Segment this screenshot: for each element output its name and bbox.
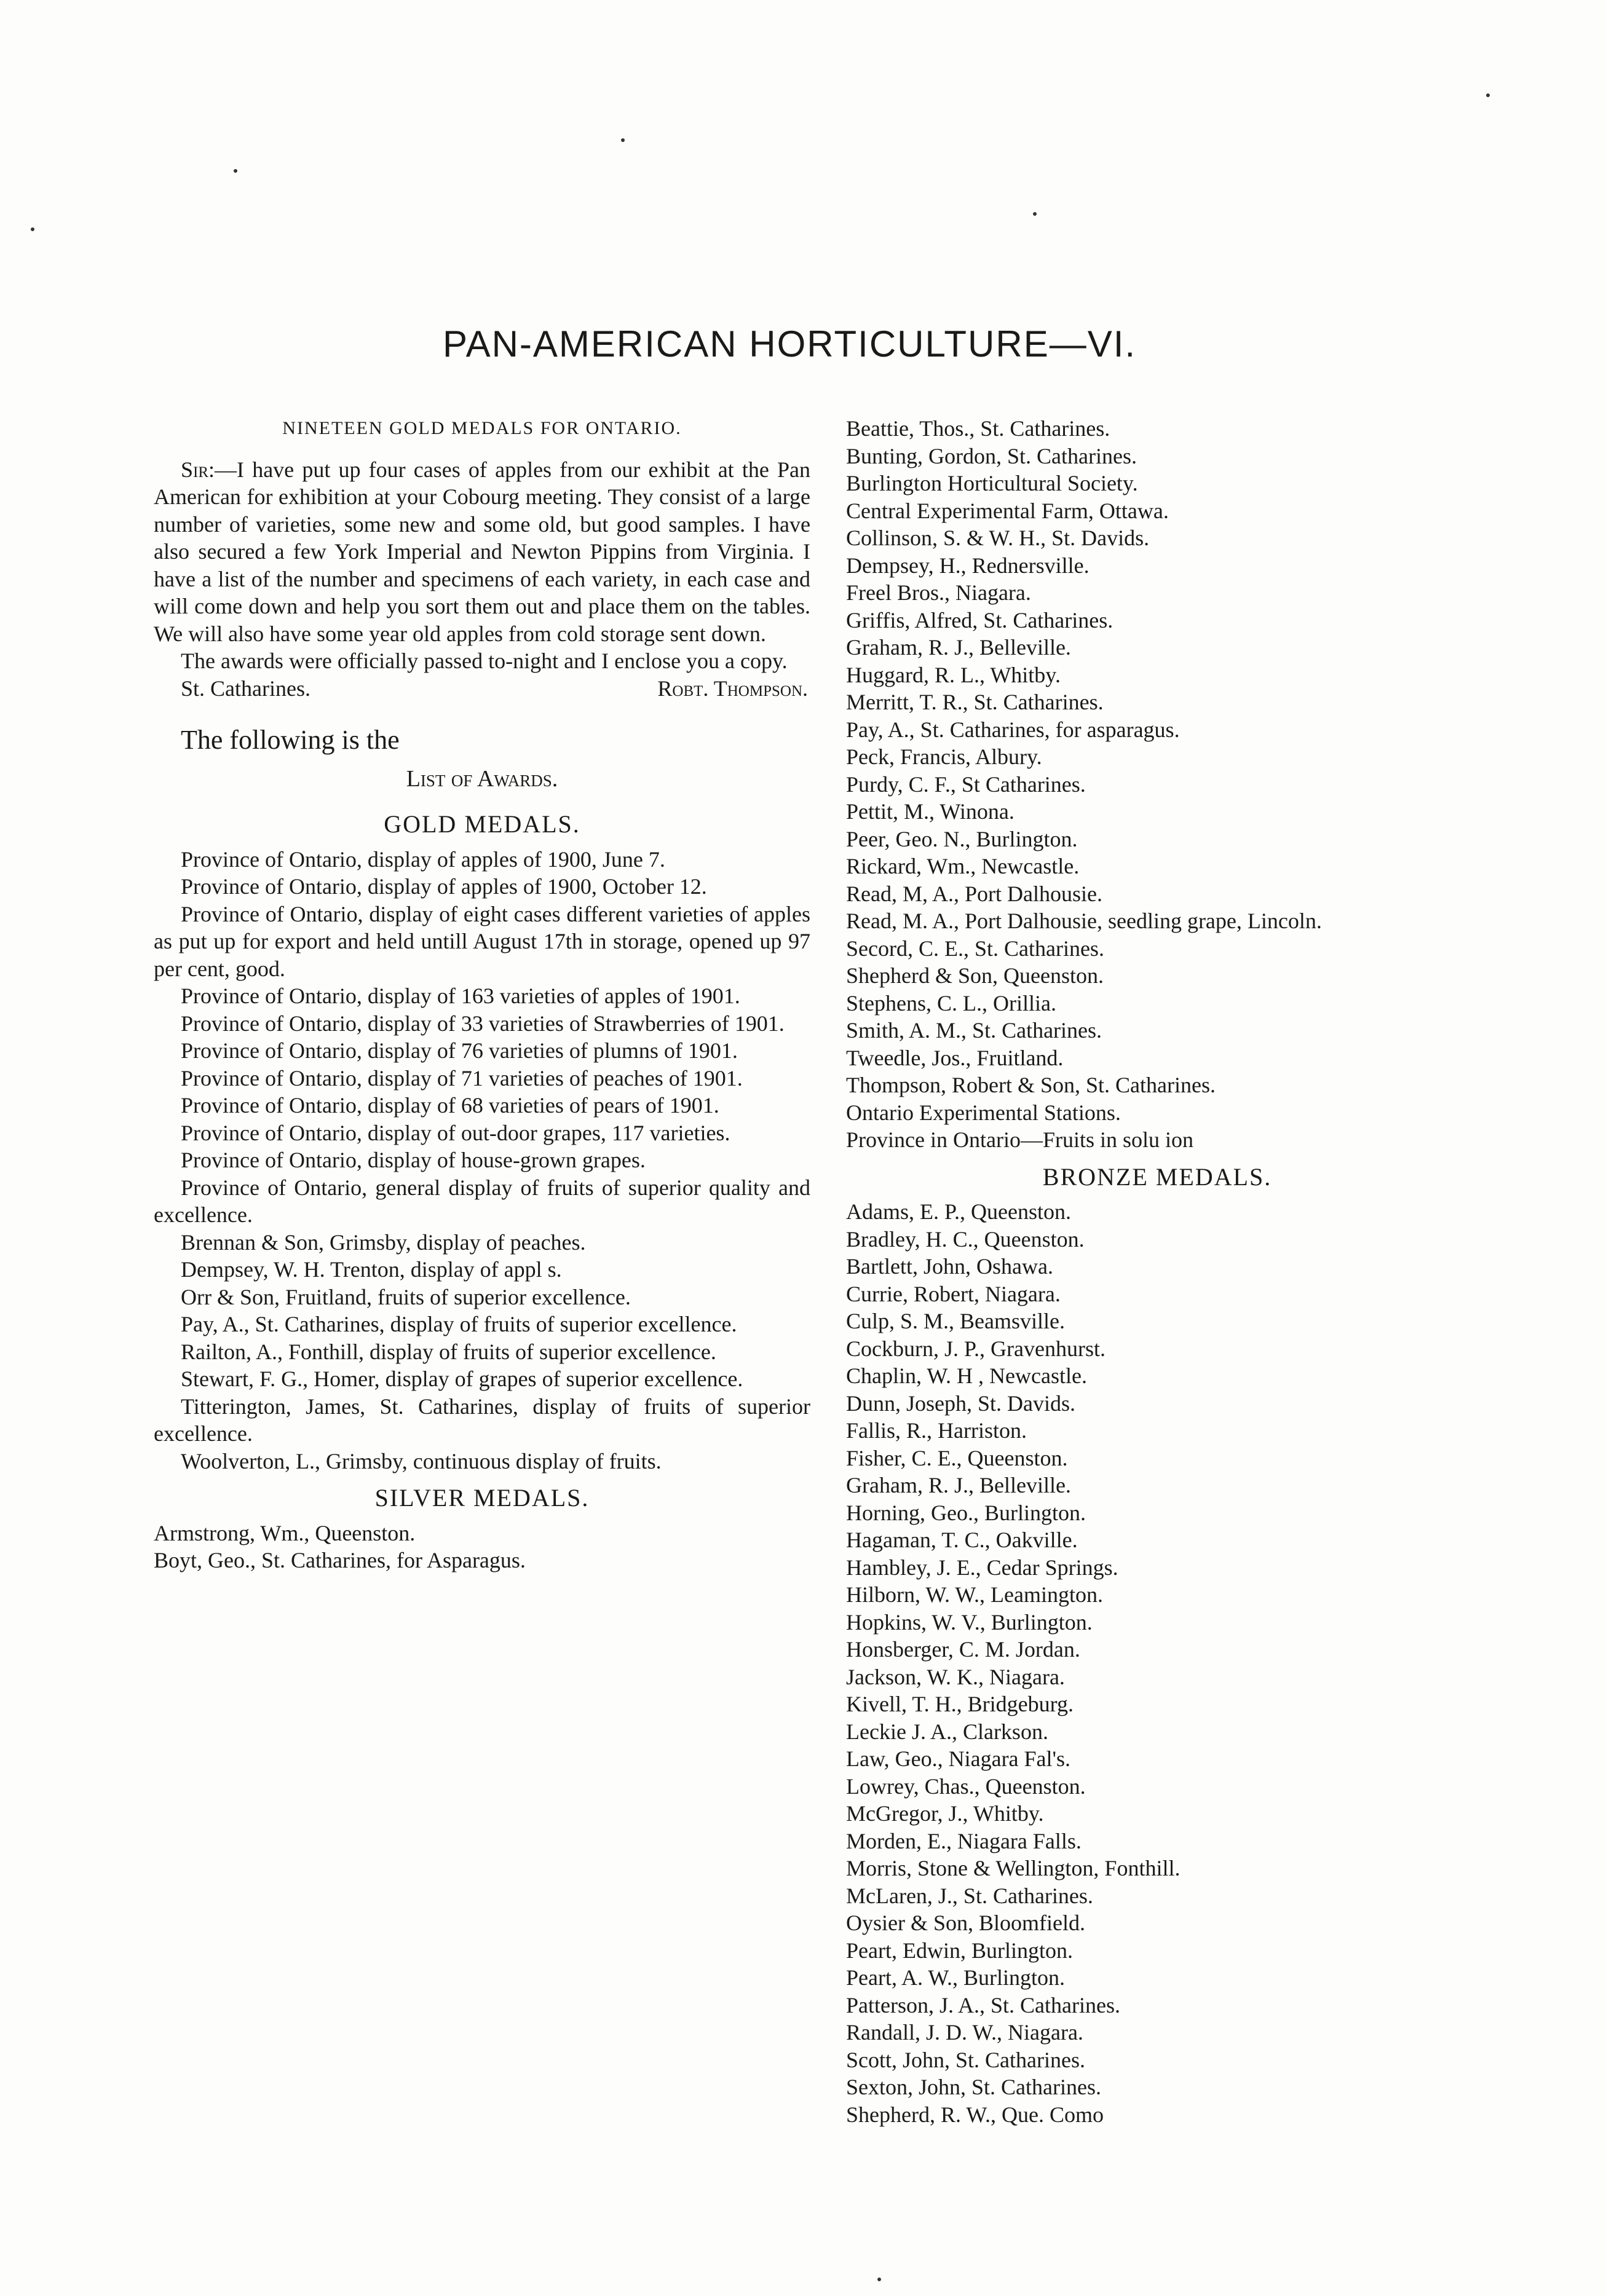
award-entry: Currie, Robert, Niagara. (846, 1281, 1061, 1306)
award-entry: Freel Bros., Niagara. (846, 580, 1031, 605)
award-entry: Morden, E., Niagara Falls. (846, 1828, 1082, 1853)
award-entry: Province of Ontario, display of out-door grapes, 117 varieties. (181, 1120, 730, 1145)
scan-speck (234, 169, 237, 173)
scan-speck (877, 2278, 881, 2281)
letter-body (154, 456, 810, 648)
award-entry: Hopkins, W. V., Burlington. (846, 1609, 1093, 1635)
award-entry: Honsberger, C. M. Jordan. (846, 1637, 1080, 1662)
award-entry: Armstrong, Wm., Queenston. (154, 1520, 416, 1545)
award-entry: Cockburn, J. P., Gravenhurst. (846, 1336, 1106, 1361)
award-entry: Central Experimental Farm, Ottawa. (846, 498, 1169, 523)
award-entry: Lowrey, Chas., Queenston. (846, 1773, 1086, 1799)
award-entry: Graham, R. J., Belleville. (846, 635, 1071, 660)
bronze-heading: BRONZE MEDALS. (1042, 1162, 1272, 1191)
scan-speck (1486, 93, 1490, 97)
award-entry: Province of Ontario, display of eight cases different varieties of apples as put up for export and held untill August 17th in storage, opened up 97 per cent, good. (154, 901, 810, 981)
letter-heading: NINETEEN GOLD MEDALS FOR ONTARIO. (282, 418, 682, 438)
award-entry: Dunn, Joseph, St. Davids. (846, 1391, 1076, 1416)
award-entry: Province of Ontario, display of 76 varieties of plumns of 1901. (181, 1038, 738, 1063)
award-entry: McGregor, J., Whitby. (846, 1801, 1044, 1826)
award-entry: Railton, A., Fonthill, display of fruits of superior excellence. (181, 1339, 716, 1364)
letter-salutation: Sir (181, 457, 209, 482)
gold-list (154, 846, 810, 1475)
award-entry: Adams, E. P., Queenston. (846, 1199, 1071, 1224)
letter-signoff (154, 675, 810, 703)
award-entry: Collinson, S. & W. H., St. Davids. (846, 526, 1150, 550)
award-entry: Beattie, Thos., St. Catharines. (846, 416, 1110, 441)
award-entry: Province of Ontario, general display of fruits of superior quality and excellence. (154, 1175, 810, 1227)
scan-speck (621, 138, 625, 142)
award-entry: Dempsey, H., Rednersville. (846, 553, 1090, 578)
award-entry: Province in Ontario—Fruits in solu ion (846, 1127, 1193, 1152)
letter-place: St. Catharines. (181, 676, 311, 701)
award-entry: Bradley, H. C., Queenston. (846, 1226, 1085, 1252)
award-entry: Tweedle, Jos., Fruitland. (846, 1045, 1064, 1070)
award-entry: Rickard, Wm., Newcastle. (846, 854, 1080, 878)
intro-text: The following is the (181, 725, 400, 755)
award-entry: Titterington, James, St. Catharines, display of fruits of superior excellence. (154, 1394, 810, 1446)
award-entry: Culp, S. M., Beamsville. (846, 1309, 1066, 1333)
award-entry: Bunting, Gordon, St. Catharines. (846, 443, 1137, 468)
award-entry: Ontario Experimental Stations. (846, 1100, 1121, 1125)
bronze-list (846, 1198, 1468, 2128)
award-entry: Peck, Francis, Albury. (846, 744, 1042, 769)
award-entry: Hilborn, W. W., Leamington. (846, 1582, 1103, 1607)
award-entry: Stephens, C. L., Orillia. (846, 990, 1056, 1016)
award-entry: Peart, A. W., Burlington. (846, 1965, 1066, 1990)
gold-heading: GOLD MEDALS. (384, 810, 580, 838)
award-entry: Read, M, A., Port Dalhousie. (846, 881, 1102, 906)
letter-body-2: The awards were officially passed to-night and I enclose you a copy. (181, 649, 788, 673)
award-entry: Fisher, C. E., Queenston. (846, 1445, 1068, 1470)
award-entry: Pettit, M., Winona. (846, 799, 1015, 824)
award-entry: Secord, C. E., St. Catharines. (846, 936, 1104, 961)
award-entry: Randall, J. D. W., Niagara. (846, 2020, 1083, 2045)
award-entry: Boyt, Geo., St. Catharines, for Asparagus. (154, 1548, 526, 1572)
award-entry: Oysier & Son, Bloomfield. (846, 1911, 1085, 1935)
award-entry: Province of Ontario, display of house-grown grapes. (181, 1148, 646, 1172)
award-entry: Thompson, Robert & Son, St. Catharines. (846, 1073, 1216, 1097)
award-entry: Griffis, Alfred, St. Catharines. (846, 607, 1114, 633)
award-entry: Chaplin, W. H , Newcastle. (846, 1363, 1087, 1388)
award-entry: Province of Ontario, display of 68 varieties of pears of 1901. (181, 1093, 719, 1118)
award-entry: Sexton, John, St. Catharines. (846, 2075, 1101, 2099)
award-entry: Scott, John, St. Catharines. (846, 2047, 1085, 2072)
award-entry: Leckie J. A., Clarkson. (846, 1719, 1048, 1744)
scan-speck (31, 227, 34, 231)
silver-list-continued (846, 415, 1468, 1154)
page-title: PAN-AMERICAN HORTICULTURE—VI. (443, 323, 1137, 365)
award-entry: Read, M. A., Port Dalhousie, seedling grape, Lincoln. (846, 909, 1322, 933)
list-title: List of Awards. (406, 765, 558, 792)
award-entry: Province of Ontario, display of apples of 1900, October 12. (181, 874, 707, 899)
letter-signature: Robt. Thompson. (657, 676, 808, 701)
award-entry: Law, Geo., Niagara Fal's. (846, 1746, 1071, 1771)
silver-heading: SILVER MEDALS. (374, 1484, 590, 1512)
award-entry: Shepherd & Son, Queenston. (846, 963, 1104, 988)
award-entry: Province of Ontario, display of 71 varieties of peaches of 1901. (181, 1065, 743, 1091)
award-entry: Graham, R. J., Belleville. (846, 1473, 1071, 1497)
award-entry: Pay, A., St. Catharines, display of fruits of superior excellence. (181, 1312, 737, 1336)
award-entry: Province of Ontario, display of 33 varieties of Strawberries of 1901. (181, 1011, 785, 1036)
award-entry: Smith, A. M., St. Catharines. (846, 1018, 1102, 1043)
letter-body-text: :—I have put up four cases of apples from our exhibit at the Pan American for exhibition at your Cobourg meeting. They consist of a large number of varieties, some new and some old, but good samples. I have also secured a few York Imperial and Newton Pippins from Virginia. I have a list of the number and specimens of each variety, in each case and will come down and help you sort them out and place them on the tables. We will also have some year old apples from cold storage sent down. (154, 457, 810, 646)
award-entry: Peer, Geo. N., Burlington. (846, 826, 1078, 851)
award-entry: Shepherd, R. W., Que. Como (846, 2102, 1104, 2127)
award-entry: Merritt, T. R., St. Catharines. (846, 690, 1104, 714)
award-entry: Morris, Stone & Wellington, Fonthill. (846, 1856, 1181, 1880)
award-entry: Province of Ontario, display of 163 varieties of apples of 1901. (181, 984, 740, 1008)
award-entry: Horning, Geo., Burlington. (846, 1500, 1086, 1525)
award-entry: Peart, Edwin, Burlington. (846, 1938, 1073, 1963)
award-entry: Huggard, R. L., Whitby. (846, 662, 1061, 687)
silver-list (154, 1520, 810, 1574)
scan-speck (1033, 212, 1037, 216)
award-entry: Burlington Horticultural Society. (846, 471, 1138, 495)
award-entry: Bartlett, John, Oshawa. (846, 1254, 1053, 1279)
award-entry: Hambley, J. E., Cedar Springs. (846, 1555, 1118, 1580)
award-entry: Jackson, W. K., Niagara. (846, 1664, 1065, 1689)
award-entry: Kivell, T. H., Bridgeburg. (846, 1692, 1074, 1716)
award-entry: Woolverton, L., Grimsby, continuous display of fruits. (181, 1448, 662, 1473)
award-entry: Brennan & Son, Grimsby, display of peaches. (181, 1229, 586, 1255)
award-entry: Province of Ontario, display of apples of 1900, June 7. (181, 846, 665, 872)
award-entry: Pay, A., St. Catharines, for asparagus. (846, 717, 1180, 742)
award-entry: Stewart, F. G., Homer, display of grapes of superior excellence. (181, 1367, 743, 1391)
award-entry: Purdy, C. F., St Catharines. (846, 771, 1086, 797)
award-entry: Orr & Son, Fruitland, fruits of superior excellence. (181, 1284, 631, 1309)
right-column (846, 415, 1468, 2128)
left-column (154, 415, 810, 1574)
award-entry: Patterson, J. A., St. Catharines. (846, 1992, 1120, 2018)
award-entry: Hagaman, T. C., Oakville. (846, 1528, 1078, 1552)
award-entry: Fallis, R., Harriston. (846, 1418, 1027, 1443)
award-entry: McLaren, J., St. Catharines. (846, 1883, 1093, 1908)
award-entry: Dempsey, W. H. Trenton, display of appl s. (181, 1257, 562, 1282)
